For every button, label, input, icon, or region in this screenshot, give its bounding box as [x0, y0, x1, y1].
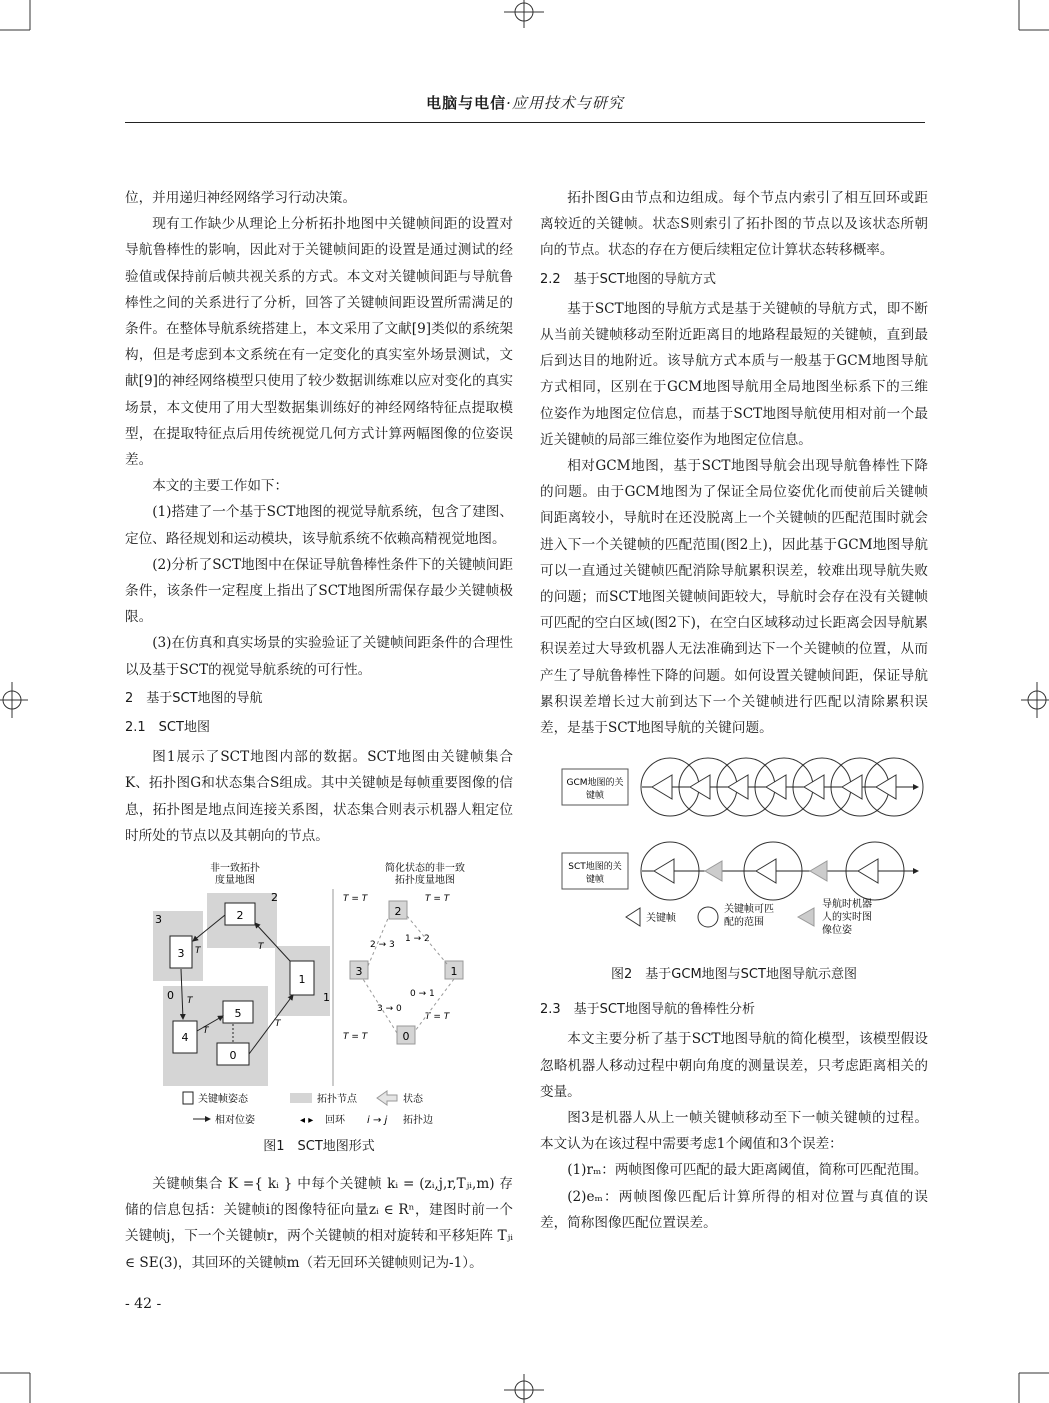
- keyframe-label: 3: [177, 947, 185, 961]
- paragraph: 相对GCM地图，基于SCT地图导航会出现导航鲁棒性下降的问题。由于GCM地图为了保证全局位姿优化而使前后关键帧间距离较小，导航时在还没脱离上一个关键帧的匹配范围时就会进入下一个关键帧的匹配范围(图2上)，因此基于GCM地图导航可以一直通过关键帧匹配消除导航累积误差，较难出现导航失败的问题；而SCT地图关键帧间距较大，导航时会存在没有关键帧可匹配的空白区域(图2下)，在空白区域移动过长距离会因导航累积误差过大导致机器人无法准确到达下一个关键帧的位置，从而产生了导航鲁棒性下降的问题。如何设置关键帧间距，保证导航累积误差增长过大前到达下一个关键帧进行匹配以清除累积误差，是基于SCT地图导航的关键问题。: [540, 458, 928, 737]
- paragraph: 基于SCT地图的导航方式是基于关键帧的导航方式，即不断从当前关键帧移动至附近距离目的地路程最短的关键帧，直到最后到达目的地附近。该导航方式本质与一般基于GCM地图导航方式相同，区别在于GCM地图导航用全局地图坐标系下的三维位姿作为地图定位信息，而基于SCT地图导航使用相对前一个最近关键帧的局部三维位姿作为地图定位信息。: [540, 300, 928, 448]
- legend-label: 回环: [325, 1115, 345, 1127]
- keyframe-label: 0: [229, 1049, 237, 1063]
- journal-section: ·应用技术与研究: [506, 94, 624, 112]
- running-header: [125, 92, 925, 122]
- relative-pose-label: T: [203, 1026, 209, 1037]
- fig1-left-title: 非一致拓扑: [210, 863, 260, 875]
- gcm-label: GCM地图的关: [566, 778, 624, 789]
- relative-pose-label: T: [258, 942, 264, 953]
- state-edge-label: 1 → 2: [405, 934, 430, 945]
- fig1-right-title: 简化状态的非一致: [385, 863, 465, 875]
- paragraph: 现有工作缺少从理论上分析拓扑地图中关键帧间距的设置对导航鲁棒性的影响，因此对于关键帧间距的设置是通过测试的经验值或保持前后帧共视关系的方式。本文对关键帧间距与导航鲁棒性之间的关系进行了分析，回答了关键帧间距设置所需满足的条件。在整体导航系统搭建上，本文采用了文献[9]类似的系统架构，但是考虑到本文系统在有一定变化的真实室外场景测试，文献[9]的神经网络模型只使用了较少数据训练难以应对变化的真实场景，本文使用了用大型数据集训练好的神经网络特征点提取模型，在提取特征点后用传统视觉几何方式计算两幅图像的位姿误差。: [125, 216, 513, 469]
- legend-robot-icon: [798, 908, 814, 926]
- sct-label: 键帧: [585, 875, 605, 886]
- header-rule: [125, 122, 925, 123]
- node-label: 0: [402, 1030, 410, 1044]
- legend-state-icon: [377, 1091, 397, 1105]
- keyframe-label: 5: [234, 1007, 242, 1021]
- figure-2-diagram: [540, 757, 928, 953]
- legend-range-icon: [698, 907, 718, 927]
- paragraph: 本文的主要工作如下：: [152, 478, 289, 495]
- sct-label: SCT地图的关: [568, 862, 622, 873]
- state-equation: T = T: [343, 894, 368, 905]
- paragraph: (1)rₘ：两帧图像可匹配的最大距离阈值，简称可匹配范围。: [567, 1162, 928, 1179]
- node-label: 0: [167, 989, 174, 1003]
- subsection-heading: 2.3 基于SCT地图导航的鲁棒性分析: [540, 1002, 755, 1018]
- node-label: 3: [155, 913, 162, 927]
- legend-label: 状态: [403, 1094, 423, 1106]
- paragraph: (2)分析了SCT地图中在保证导航鲁棒性条件下的关键帧间距条件，该条件一定程度上指出了SCT地图所需保存最少关键帧极限。: [125, 556, 513, 626]
- figure-1: [125, 861, 513, 1161]
- legend-label: 关键帧可匹: [724, 904, 774, 916]
- paragraph: (2)eₘ：两帧图像匹配后计算所得的相对位置与真值的误差，简称图像匹配位置误差。: [540, 1188, 928, 1231]
- paragraph: 关键帧集合 K ={ kᵢ } 中每个关键帧 kᵢ = (zᵢ,j,r,Tⱼᵢ,m) 存储的信息包括：关键帧i的图像特征向量zᵢ ∈ Rⁿ，建图时前一个关键帧j，下一个关键帧r，两个关键帧的相对旋转和平移矩阵 Tⱼᵢ ∈ SE(3)，其回环的关键帧m（若无回环关键帧则记为-1）。: [125, 1176, 513, 1271]
- legend-label: 配的范围: [724, 917, 764, 929]
- page-number: - 42 -: [125, 1296, 162, 1312]
- state-edge-label: 2 → 3: [370, 940, 395, 951]
- paragraph: (1)搭建了一个基于SCT地图的视觉导航系统，包含了建图、定位、路径规划和运动模块，该导航系统不依赖高精视觉地图。: [125, 504, 513, 547]
- left-column: [125, 185, 513, 1276]
- figure-1-caption: 图1 SCT地图形式: [263, 1139, 375, 1155]
- figure-2-caption: 图2 基于GCM地图与SCT地图导航示意图: [611, 967, 857, 983]
- keyframe-label: 2: [236, 909, 244, 923]
- node-label: 3: [355, 965, 363, 979]
- section-heading: 2 基于SCT地图的导航: [125, 690, 263, 706]
- keyframe-label: 4: [181, 1031, 189, 1045]
- state-equation: T = T: [343, 1032, 368, 1043]
- legend-label: 关键帧: [646, 913, 676, 925]
- legend-label: 拓扑边: [403, 1115, 433, 1127]
- node-label: 1: [323, 991, 330, 1005]
- paragraph: 图1展示了SCT地图内部的数据。SCT地图由关键帧集合K、拓扑图G和状态集合S组成。其中关键帧是每帧重要图像的信息，拓扑图是地点间连接关系图，状态集合则表示机器人粗定位时所处的节点以及其朝向的节点。: [125, 749, 513, 844]
- legend-keyframe-icon: [183, 1092, 193, 1104]
- state-edge-label: 0 → 1: [410, 989, 435, 1000]
- journal-name: 电脑与电信: [426, 94, 507, 112]
- paragraph: 图3是机器人从上一帧关键帧移动至下一帧关键帧的过程。本文认为在该过程中需要考虑1个阈值和3个误差：: [540, 1110, 928, 1153]
- legend-keyframe-icon: [626, 908, 640, 926]
- paragraph: 本文主要分析了基于SCT地图导航的简化模型，该模型假设忽略机器人移动过程中朝向角度的测量误差，只考虑距离相关的变量。: [540, 1031, 928, 1100]
- relative-pose-label: T: [187, 996, 193, 1007]
- paragraph: 位，并用递归神经网络学习行动决策。: [125, 190, 357, 206]
- subsection-heading: 2.1 SCT地图: [125, 720, 210, 736]
- gcm-label: 键帧: [585, 791, 605, 802]
- state-equation: T = T: [425, 894, 450, 905]
- state-equation: T = T: [425, 1012, 450, 1023]
- legend-loop-icon: ◂ ▸: [300, 1115, 314, 1127]
- paragraph: (3)在仿真和真实场景的实验验证了关键帧间距条件的合理性以及基于SCT的视觉导航系统的可行性。: [125, 635, 513, 678]
- relative-pose-label: T: [275, 1019, 281, 1030]
- legend-edge-symbol: i → j: [367, 1115, 388, 1127]
- right-column: [540, 185, 928, 1236]
- figure-2: [540, 757, 928, 983]
- legend-label: 拓扑节点: [317, 1094, 357, 1106]
- node-label: 1: [450, 965, 458, 979]
- legend-label: 关键帧姿态: [198, 1094, 248, 1106]
- fig1-right-title: 拓扑度量地图: [395, 875, 455, 887]
- legend-label: 像位姿: [822, 925, 852, 937]
- keyframe-label: 1: [298, 973, 306, 987]
- legend-node-icon: [290, 1093, 312, 1103]
- node-label: 2: [394, 905, 402, 919]
- relative-pose-label: T: [195, 946, 201, 957]
- state-edge-label: 3 → 0: [377, 1004, 402, 1015]
- fig1-left-title: 度量地图: [215, 875, 255, 887]
- subsection-heading: 2.2 基于SCT地图的导航方式: [540, 271, 716, 287]
- figure-1-diagram: [125, 861, 513, 1133]
- legend-label: 导航时机器: [822, 899, 872, 911]
- legend-label: 人的实时图: [822, 912, 872, 924]
- legend-label: 相对位姿: [215, 1115, 255, 1127]
- paragraph: 拓扑图G由节点和边组成。每个节点内索引了相互回环或距离较近的关键帧。状态S则索引了拓扑图的节点以及该状态所朝向的节点。状态的存在方便后续粗定位计算状态转移概率。: [540, 190, 928, 259]
- node-label: 2: [271, 891, 278, 905]
